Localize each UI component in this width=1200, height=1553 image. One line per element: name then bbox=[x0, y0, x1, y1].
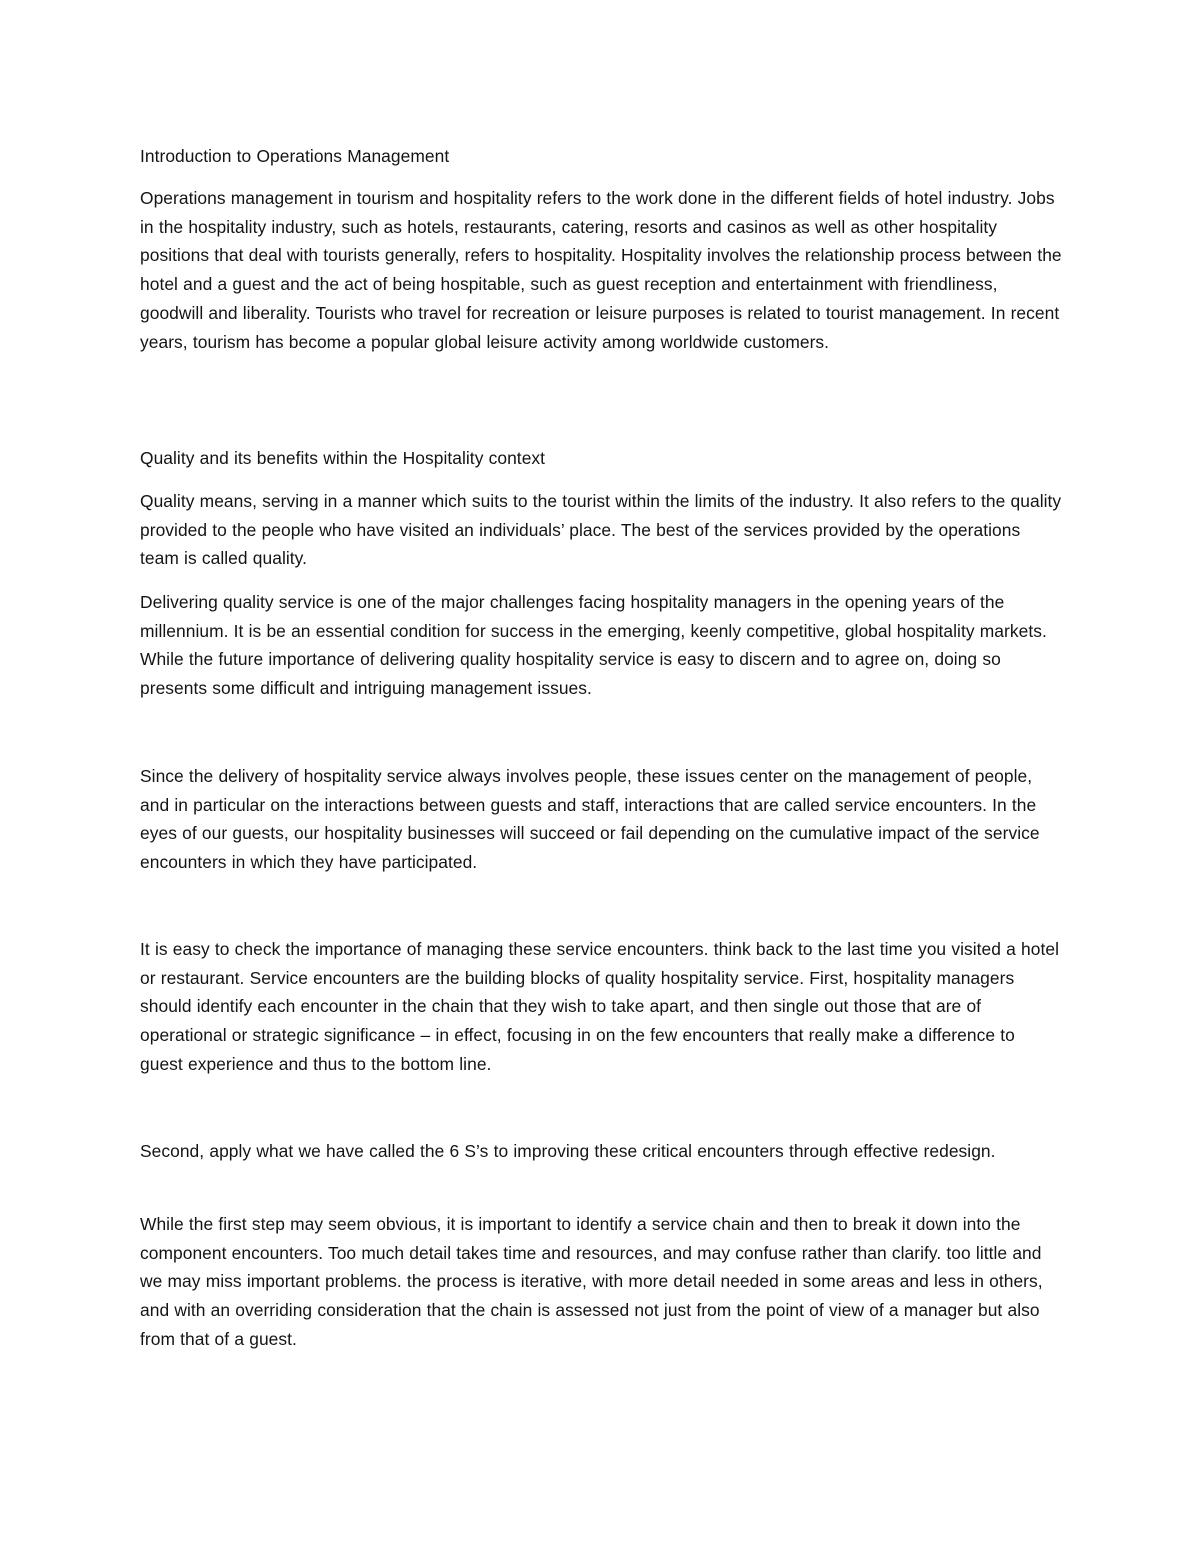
paragraph-managing-encounters: It is easy to check the importance of managing these service encounters. think back to the last time you visited a hotel or restaurant. Service encounters are the building blocks of quality hospitality service. First, hospitality managers should identify each encounter in the chain that they wish to take apart, and then single out those that are of operational or strategic significance – in effect, focusing in on the few encounters that really make a difference to guest experience and thus to the bottom line. bbox=[140, 939, 1060, 1074]
paragraph-service-chain: While the first step may seem obvious, it is important to identify a service chain and then to break it down into the component encounters. Too much detail takes time and resources, and may confuse rather than clarify. too little and we may miss important problems. the process is iterative, with more detail needed in some areas and less in others, and with an overriding consideration that the chain is assessed not just from the point of view of a manager but also from that of a guest. bbox=[140, 1214, 1043, 1349]
paragraph-operations-management: Operations management in tourism and hospitality refers to the work done in the different fields of hotel industry. Jobs in the hospitality industry, such as hotels, restaurants, catering, resorts and casinos as well as other hospitality positions that deal with tourists generally, refers to hospitality. Hospitality involves the relationship process between the hotel and a guest and the act of being hospitable, such as guest reception and entertainment with friendliness, goodwill and liberality. Tourists who travel for recreation or leisure purposes is related to tourist management. In recent years, tourism has become a popular global leisure activity among worldwide customers. bbox=[140, 188, 1062, 352]
heading-quality-benefits: Quality and its benefits within the Hospitality context bbox=[140, 448, 546, 468]
paragraph-six-s: Second, apply what we have called the 6 S’s to improving these critical encounters through effective redesign. bbox=[140, 1141, 996, 1161]
heading-introduction: Introduction to Operations Management bbox=[140, 146, 450, 166]
paragraph-quality-definition: Quality means, serving in a manner which suits to the tourist within the limits of the industry. It also refers to the quality provided to the people who have visited an individuals’ place. The best of the services provided by the operations team is called quality. bbox=[140, 491, 1062, 569]
paragraph-service-encounters: Since the delivery of hospitality service always involves people, these issues center on the management of people, and in particular on the interactions between guests and staff, interactions that are called service encounters. In the eyes of our guests, our hospitality businesses will succeed or fail depending on the cumulative impact of the service encounters in which they have participated. bbox=[140, 766, 1040, 873]
paragraph-delivering-quality: Delivering quality service is one of the major challenges facing hospitality managers in the opening years of the millennium. It is be an essential condition for success in the emerging, keenly competitive, global hospitality markets. While the future importance of delivering quality hospitality service is easy to discern and to agree on, doing so presents some difficult and intriguing management issues. bbox=[140, 592, 1047, 699]
